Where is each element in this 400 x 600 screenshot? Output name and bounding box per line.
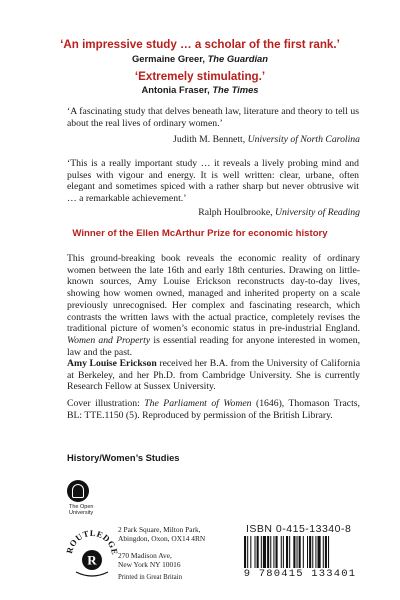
prize-line: Winner of the Ellen McArthur Prize for economic history [72,228,328,239]
routledge-arc-text: ROUTLEDGE [64,527,120,556]
routledge-logo-icon [64,522,120,584]
barcode-bars-icon [236,536,364,570]
description-text-1: This ground-breaking book reveals the economic reality of ordinary women between the late 16th and early 18th centuries. Drawing on little-known sources, Amy Louise Erickson reconstructs day-to-day lives, showing how women owned, managed and inherited property on a scale previously unrecognised. Her complex and fascinating research, which contrasts the written laws with the actual practice, completely revises the traditional picture of women’s economic status in pre-industrial England. [67,253,360,335]
barcode-bar [263,536,266,568]
publisher-address-us [118,551,181,569]
barcode-bar [315,536,316,568]
address-uk-line1: 2 Park Square, Milton Park, [118,525,201,534]
review-source-2: The Times [212,84,259,95]
barcode-bar [328,536,329,568]
author-bio-text: received her B.A. from the University of California at Berkeley, and her Ph.D. from Cambridge University. She is currently Research Fellow at Sussex University. [67,358,360,393]
address-us-line2: New York NY 10016 [118,560,181,570]
barcode-bar [276,536,278,568]
review-quote-2: ‘Extremely stimulating.’ [134,70,266,83]
barcode-bar [244,536,246,568]
cover-credit-rest: (1646), Thomason Tracts, BL: TTE.1150 (5). Reproduced by permission of the British Library. [67,398,360,421]
description-text-2: is essential reading for anyone interested in women, law and the past. [67,334,361,358]
barcode-number: 9 780415 133401 [243,568,357,580]
barcode-bar [257,536,259,568]
review-attribution-1 [20,53,380,65]
barcode-bar [299,536,301,568]
open-university-line1: The Open [69,504,94,510]
book-description [67,253,360,358]
barcode-bar [281,536,282,568]
barcode [236,536,364,580]
open-university-label [69,504,93,516]
barcode-bar [307,536,308,568]
barcode-bar [273,536,274,568]
barcode-bar [303,536,304,568]
review-attribution-3 [67,134,360,146]
barcode-bar [312,536,313,568]
review-quote-3: ‘A fascinating study that delves beneath law, literature and theory to tell us about the real lives of ordinary women.’ [67,106,359,129]
barcode-bar [283,536,284,568]
review-affiliation-3: University of North Carolina [247,134,360,145]
description-book-title: Women and Property [67,334,151,346]
barcode-bar [270,536,271,568]
barcode-bar [286,536,288,568]
barcode-bar [255,536,256,568]
author-bio [67,358,360,393]
author-name: Amy Louise Erickson [67,358,157,369]
review-author-4: Ralph Houlbrooke, [198,207,273,218]
barcode-bar [323,536,324,568]
review-attribution-2 [20,84,380,96]
barcode-bar [250,536,251,568]
cover-credit-prefix: Cover illustration: [67,398,140,409]
barcode-bar [289,536,290,568]
open-university-logo-icon [67,480,89,502]
review-attribution-4 [67,207,360,219]
barcode-bar [325,536,327,568]
printed-in: Printed in Great Britain [118,574,182,581]
routledge-logo-letter: R [87,552,97,568]
review-author-2: Antonia Fraser, [141,84,210,95]
review-quote-1: ‘An impressive study … a scholar of the first rank.’ [60,38,340,51]
open-university-line2: University [69,510,94,516]
review-affiliation-4: University of Reading [274,207,360,218]
barcode-bar [293,536,295,568]
barcode-bar [261,536,262,568]
barcode-bar [309,536,311,568]
review-author-3: Judith M. Bennett, [173,134,246,145]
barcode-bar [297,536,298,568]
cover-credit [67,398,360,421]
review-source-1: The Guardian [207,53,268,64]
publisher-address-uk [118,525,205,543]
barcode-bar [267,536,269,568]
review-quote-4: ‘This is a really important study … it reveals a lively probing mind and pulses with vigour and energy. It is well written: clear, urbane, often elegant and sometimes spiced with a rather sharp but never obtrusive wit … a remarkable achievement.’ [67,158,359,205]
barcode-bar [247,536,248,568]
review-author-1: Germaine Greer, [131,53,205,64]
address-uk-line2: Abingdon, Oxon, OX14 4RN [118,534,206,544]
cover-credit-title: The Parliament of Women [144,398,252,409]
isbn-label: ISBN 0-415-13340-8 [246,523,352,535]
category-label: History/Women’s Studies [67,452,180,463]
barcode-bar [318,536,321,568]
address-us-line1: 270 Madison Ave, [118,551,172,560]
